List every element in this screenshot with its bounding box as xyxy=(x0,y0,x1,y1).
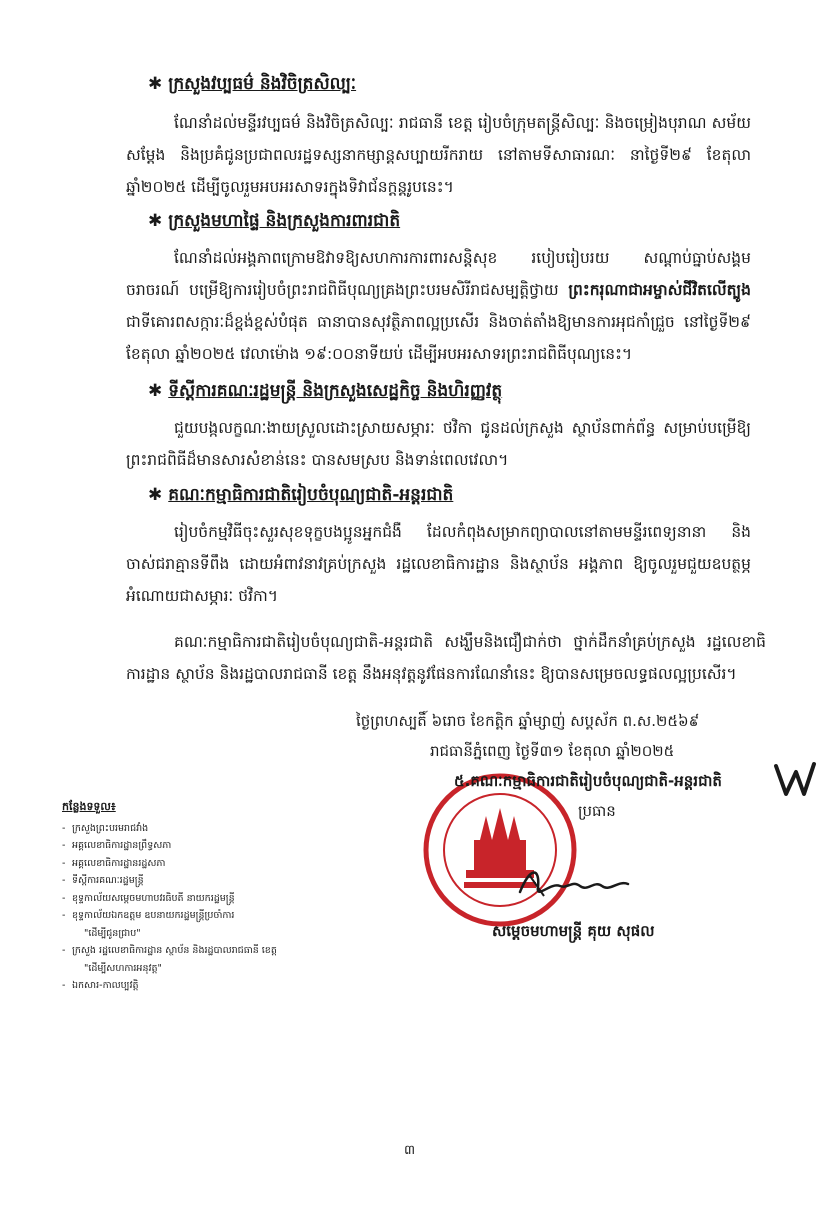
solar-date: រាជធានីភ្នំពេញ ថ្ងៃទី៣១ ខែតុលា ឆ្នាំ២០២៥ xyxy=(430,742,675,760)
recipient-item: - ទីស្តីការគណៈរដ្ឋមន្ត្រី xyxy=(62,872,382,890)
section-1-body xyxy=(126,107,751,203)
recipient-item: - អគ្គលេខាធិការដ្ឋានរដ្ឋសភា xyxy=(62,855,382,873)
recipient-note: "ដើម្បីជូនជ្រាប" xyxy=(84,927,141,939)
section-2-title: ក្រសួងមហាផ្ទៃ និងក្រសួងការពារជាតិ xyxy=(168,211,401,231)
section-2-body xyxy=(126,242,751,370)
section-2-heading xyxy=(148,210,400,235)
initials-signature-icon xyxy=(770,760,820,800)
asterisk-bullet-icon: ✱ xyxy=(148,74,163,94)
recipient-item: - អគ្គលេខាធិការដ្ឋានព្រឹទ្ធសភា xyxy=(62,837,382,855)
section-4-body xyxy=(126,516,751,612)
section-4-text: រៀបចំកម្មវិធីចុះសួរសុខទុក្ខបងប្អូនអ្នកជំងឺ ដែលកំពុងសម្រាកព្យាបាលនៅតាមមន្ទីរពេទ្យនានា និងចាស់ជរាគ្មានទីពឹង ដោយអំពាវនាវគ្រប់ក្រសួង រដ្ឋលេខាធិការដ្ឋាន និងស្ថាប័ន អង្គភាព ឱ្យចូលរួមជួយឧបត្ថម្ភអំណោយជាសម្ភារៈ ថវិកា។ xyxy=(126,523,751,605)
official-seal-icon xyxy=(420,770,580,930)
section-2-text-before: ណែនាំដល់អង្គភាពក្រោមឱវាទឱ្យសហការការពារសន្តិសុខ របៀបរៀបរយ សណ្តាប់ធ្នាប់សង្គម ចរាចរណ៍ បម្រើឱ្យការរៀបចំព្រះរាជពិធីបុណ្យគ្រងព្រះបរមសិរីរាជសម្បត្តិថ្វាយ xyxy=(126,249,751,299)
section-1-title: ក្រសួងវប្បធម៌ និងវិចិត្រសិល្បៈ xyxy=(168,74,357,94)
closing-text: គណៈកម្មាធិការជាតិរៀបចំបុណ្យជាតិ-អន្តរជាតិ សង្ឃឹមនិងជឿជាក់ថា ថ្នាក់ដឹកនាំគ្រប់ក្រសួង រដ្ឋលេខាធិការដ្ឋាន ស្ថាប័ន និងរដ្ឋបាលរាជធានី ខេត្ត នឹងអនុវត្តនូវផែនការណែនាំនេះ ឱ្យបានសម្រេចលទ្ធផលល្អប្រសើរ។ xyxy=(126,633,766,683)
section-3-text: ជួយបង្កលក្ខណៈងាយស្រួលដោះស្រាយសម្ភារៈ ថវិកា ជូនដល់ក្រសួង ស្ថាប័នពាក់ព័ន្ធ សម្រាប់បម្រើឱ្យព្រះរាជពិធីដ៏មានសារសំខាន់នេះ បានសមស្រប និងទាន់ពេលវេលា។ xyxy=(126,419,751,469)
signatory-organization: ៥.គណៈកម្មាធិការជាតិរៀបចំបុណ្យជាតិ-អន្តរជាតិ xyxy=(454,772,722,790)
section-2-royal-title: ព្រះករុណាជាអម្ចាស់ជីវិតលើត្បូង xyxy=(568,281,751,299)
recipient-item: - ឯកសារ-កាលប្បវត្តិ xyxy=(62,977,382,995)
recipient-item: - ខុទ្ទកាល័យឯកឧត្តម ឧបនាយករដ្ឋមន្ត្រីប្រចាំការ xyxy=(62,907,382,925)
signatory-role: ប្រធាន xyxy=(578,802,616,820)
section-4-heading xyxy=(148,484,453,509)
page-number: ៣ xyxy=(404,1143,416,1158)
asterisk-bullet-icon: ✱ xyxy=(148,485,163,505)
section-3-title: ទីស្តីការគណៈរដ្ឋមន្ត្រី និងក្រសួងសេដ្ឋកិច្ច និងហិរញ្ញវត្ថុ xyxy=(168,381,503,401)
recipient-item: - ក្រសួង រដ្ឋលេខាធិការដ្ឋាន ស្ថាប័ន និងរដ្ឋបាលរាជធានី ខេត្ត xyxy=(62,942,382,960)
recipient-item: - ខុទ្ទកាល័យសម្តេចមហាបវរធិបតី នាយករដ្ឋមន្ត្រី xyxy=(62,890,382,908)
section-1-heading xyxy=(148,73,356,98)
closing-paragraph xyxy=(126,626,766,690)
recipients-title: កន្លែងទទួល៖ xyxy=(62,800,116,813)
handwritten-signature-icon xyxy=(510,862,640,902)
section-3-body xyxy=(126,412,751,476)
section-4-title: គណៈកម្មាធិការជាតិរៀបចំបុណ្យជាតិ-អន្តរជាតិ xyxy=(168,485,454,505)
section-1-text: ណែនាំដល់មន្ទីរវប្បធម៌ និងវិចិត្រសិល្បៈ រាជធានី ខេត្ត រៀបចំក្រុមតន្ត្រីសិល្បៈ និងចម្រៀងបុរាណ សម័យ សម្តែង និងប្រគំជូនប្រជាពលរដ្ឋទស្សនាកម្សាន្តសប្បាយរីករាយ នៅតាមទីសាធារណៈ នាថ្ងៃទី២៩ ខែតុលា ឆ្នាំ២០២៥ ដើម្បីចូលរួមអបអរសាទរក្នុងទិវាជ័នក្តន្តរូបនេះ។ xyxy=(126,114,751,196)
asterisk-bullet-icon: ✱ xyxy=(148,381,163,401)
recipient-item: - ក្រសួងព្រះបរមរាជវាំង xyxy=(62,820,382,838)
signatory-name: សម្តេចមហាមន្ត្រី គុយ សុផល xyxy=(492,922,655,940)
recipients-list xyxy=(62,798,382,995)
section-2-text-after: ជាទីគោរពសក្ការៈដ៏ខ្ពង់ខ្ពស់បំផុត ធានាបានសុវត្ថិភាពល្អប្រសើរ និងចាត់តាំងឱ្យមានការអុជកាំជ្រួច នៅថ្ងៃទី២៩ ខែតុលា ឆ្នាំ២០២៥ វេលាម៉ោង ១៩:០០នាទីយប់ ដើម្បីអបអរសាទរព្រះរាជពិធីបុណ្យនេះ។ xyxy=(126,313,751,363)
section-3-heading xyxy=(148,380,502,405)
lunar-date: ថ្ងៃព្រហស្បតិ៍ ៦រោច ខែកត្តិក ឆ្នាំម្សាញ់ សប្តស័ក ព.ស.២៥៦៩ xyxy=(356,712,700,730)
recipient-note: "ដើម្បីសហការអនុវត្ត" xyxy=(84,962,162,974)
asterisk-bullet-icon: ✱ xyxy=(148,211,163,231)
